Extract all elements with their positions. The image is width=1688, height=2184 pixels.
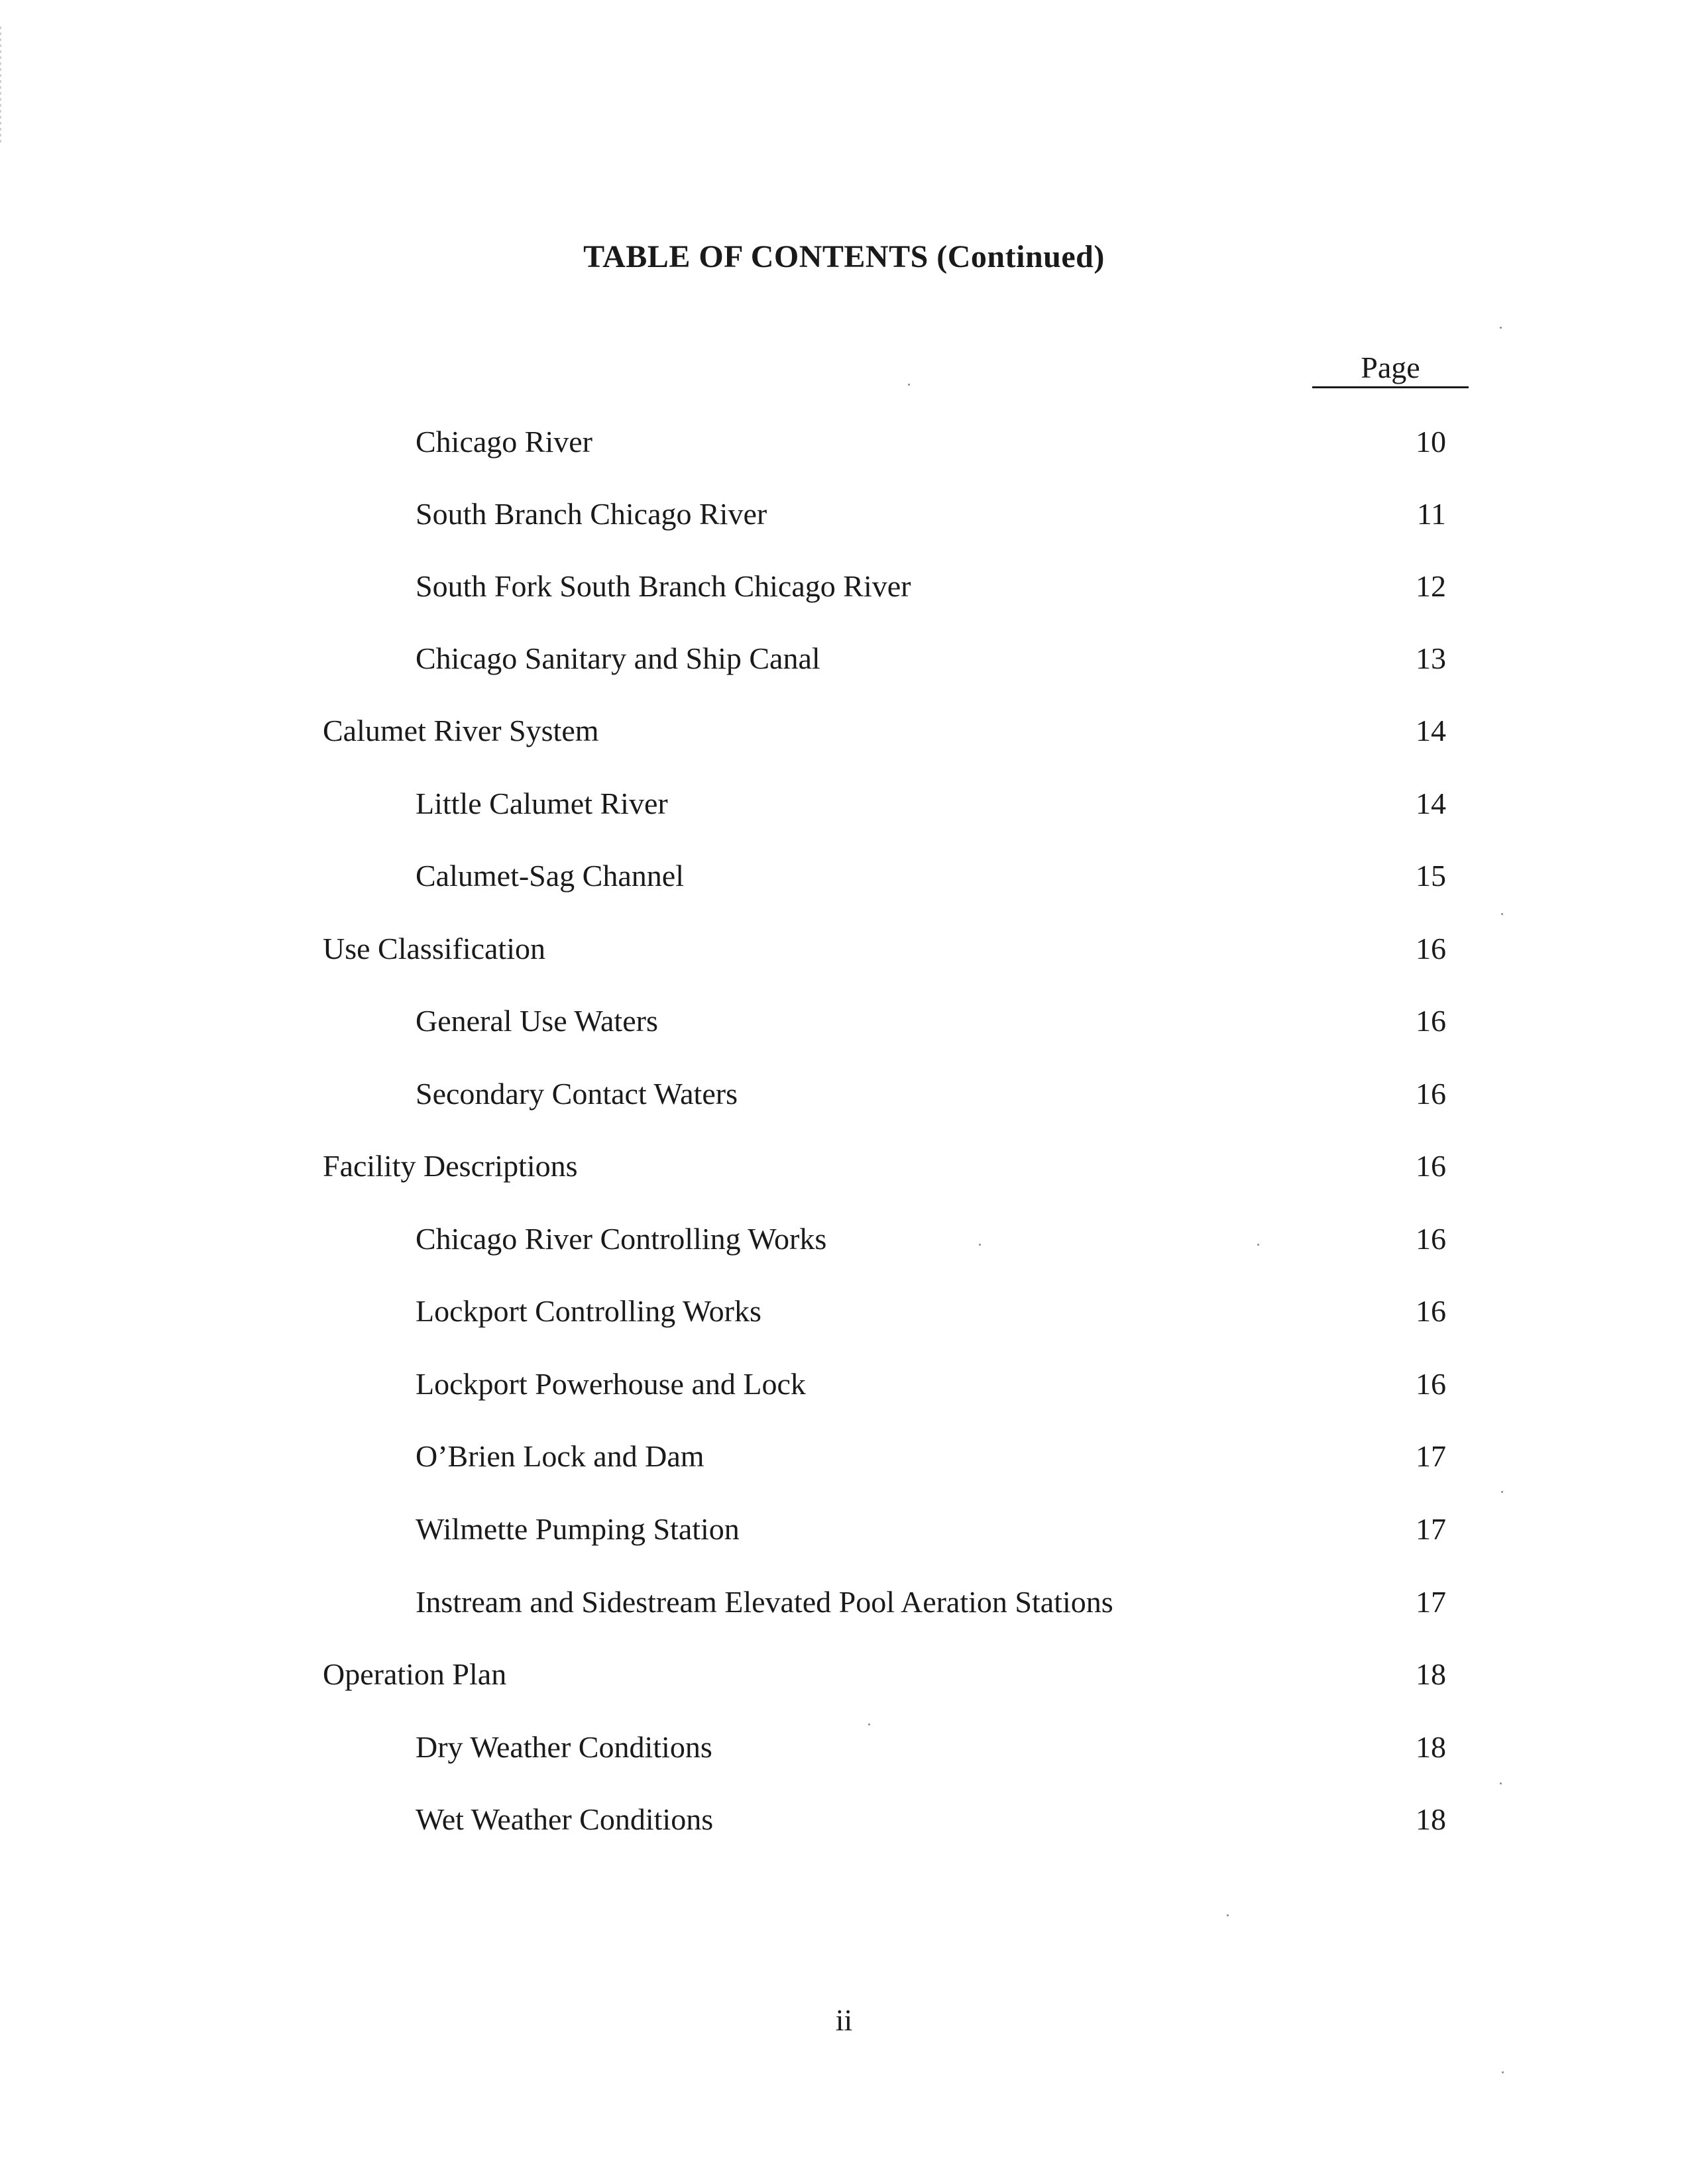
toc-entry-page: 13	[1416, 641, 1446, 675]
toc-entry	[0, 1366, 1688, 1413]
toc-entry-page: 16	[1416, 1004, 1446, 1038]
toc-entry-page: 17	[1416, 1512, 1446, 1546]
toc-entry	[0, 641, 1688, 687]
toc-entry-label: Little Calumet River	[416, 787, 668, 820]
page-title: TABLE OF CONTENTS (Continued)	[583, 239, 1105, 274]
toc-entry-label: South Branch Chicago River	[416, 497, 767, 531]
toc-entry-page: 17	[1416, 1585, 1446, 1619]
toc-entry-label: Use Classification	[323, 932, 545, 965]
toc-entry-label: Dry Weather Conditions	[416, 1730, 712, 1764]
toc-entry	[0, 1221, 1688, 1268]
toc-entry	[0, 569, 1688, 615]
toc-entry-page: 15	[1416, 859, 1446, 893]
toc-entry-label: Calumet River System	[323, 714, 599, 747]
toc-entry-label: Chicago River Controlling Works	[416, 1222, 827, 1256]
toc-entry-page: 16	[1416, 1367, 1446, 1401]
toc-entry-page: 17	[1416, 1439, 1446, 1473]
scan-speck	[868, 1723, 870, 1725]
toc-entry	[0, 1439, 1688, 1485]
toc-entry-page: 16	[1416, 1294, 1446, 1328]
toc-entry-label: Lockport Controlling Works	[416, 1294, 761, 1328]
scan-speck	[1501, 913, 1503, 915]
toc-entry-label: Lockport Powerhouse and Lock	[416, 1367, 806, 1401]
toc-entry-page: 18	[1416, 1657, 1446, 1691]
toc-entry	[0, 1657, 1688, 1703]
scan-speck	[1227, 1914, 1229, 1916]
toc-entry-page: 16	[1416, 1077, 1446, 1111]
toc-entry-label: Wilmette Pumping Station	[416, 1512, 740, 1546]
toc-entry-label: Instream and Sidestream Elevated Pool Aeration Stations	[416, 1585, 1113, 1619]
toc-entry-label: Chicago Sanitary and Ship Canal	[416, 641, 820, 675]
toc-entry-label: O’Brien Lock and Dam	[416, 1439, 704, 1473]
toc-entry-page: 16	[1416, 1149, 1446, 1183]
toc-entry-label: Chicago River	[416, 425, 592, 459]
toc-entry-label: General Use Waters	[416, 1004, 658, 1038]
footer-page-number: ii	[835, 2003, 853, 2037]
toc-entry	[0, 858, 1688, 904]
toc-entry-page: 18	[1416, 1802, 1446, 1836]
toc-entry-page: 11	[1416, 497, 1446, 531]
toc-entry-page: 16	[1416, 932, 1446, 965]
page-column-header: Page	[1312, 350, 1469, 388]
toc-entry	[0, 1802, 1688, 1848]
toc-entry	[0, 1076, 1688, 1122]
toc-entry-label: Secondary Contact Waters	[416, 1077, 738, 1111]
scan-speck	[908, 384, 910, 386]
toc-entry-page: 14	[1416, 787, 1446, 820]
toc-entry	[0, 496, 1688, 543]
toc-entry	[0, 1511, 1688, 1558]
toc-entry-page: 10	[1416, 425, 1446, 459]
toc-entry	[0, 786, 1688, 832]
toc-entry	[0, 713, 1688, 759]
toc-entry	[0, 1729, 1688, 1776]
toc-entry-label: Facility Descriptions	[323, 1149, 578, 1183]
toc-entry	[0, 424, 1688, 470]
scan-speck	[1502, 2071, 1504, 2073]
scan-speck	[1500, 327, 1502, 329]
toc-entry-page: 18	[1416, 1730, 1446, 1764]
toc-entry	[0, 1293, 1688, 1340]
toc-entry	[0, 1584, 1688, 1631]
scan-speck	[1501, 1491, 1503, 1493]
scan-edge-mark	[0, 27, 1, 146]
toc-entry-label: Operation Plan	[323, 1657, 507, 1691]
toc-entry-label: South Fork South Branch Chicago River	[416, 569, 911, 603]
toc-entry	[0, 1148, 1688, 1195]
toc-entry-label: Wet Weather Conditions	[416, 1802, 714, 1836]
scan-speck	[1500, 1782, 1502, 1784]
toc-entry-label: Calumet-Sag Channel	[416, 859, 684, 893]
toc-entry-page: 14	[1416, 714, 1446, 747]
toc-entry-page: 12	[1416, 569, 1446, 603]
toc-entry	[0, 931, 1688, 977]
toc-entry-page: 16	[1416, 1222, 1446, 1256]
scan-speck	[979, 1244, 981, 1246]
scan-speck	[1257, 1244, 1259, 1246]
toc-entry	[0, 1003, 1688, 1050]
